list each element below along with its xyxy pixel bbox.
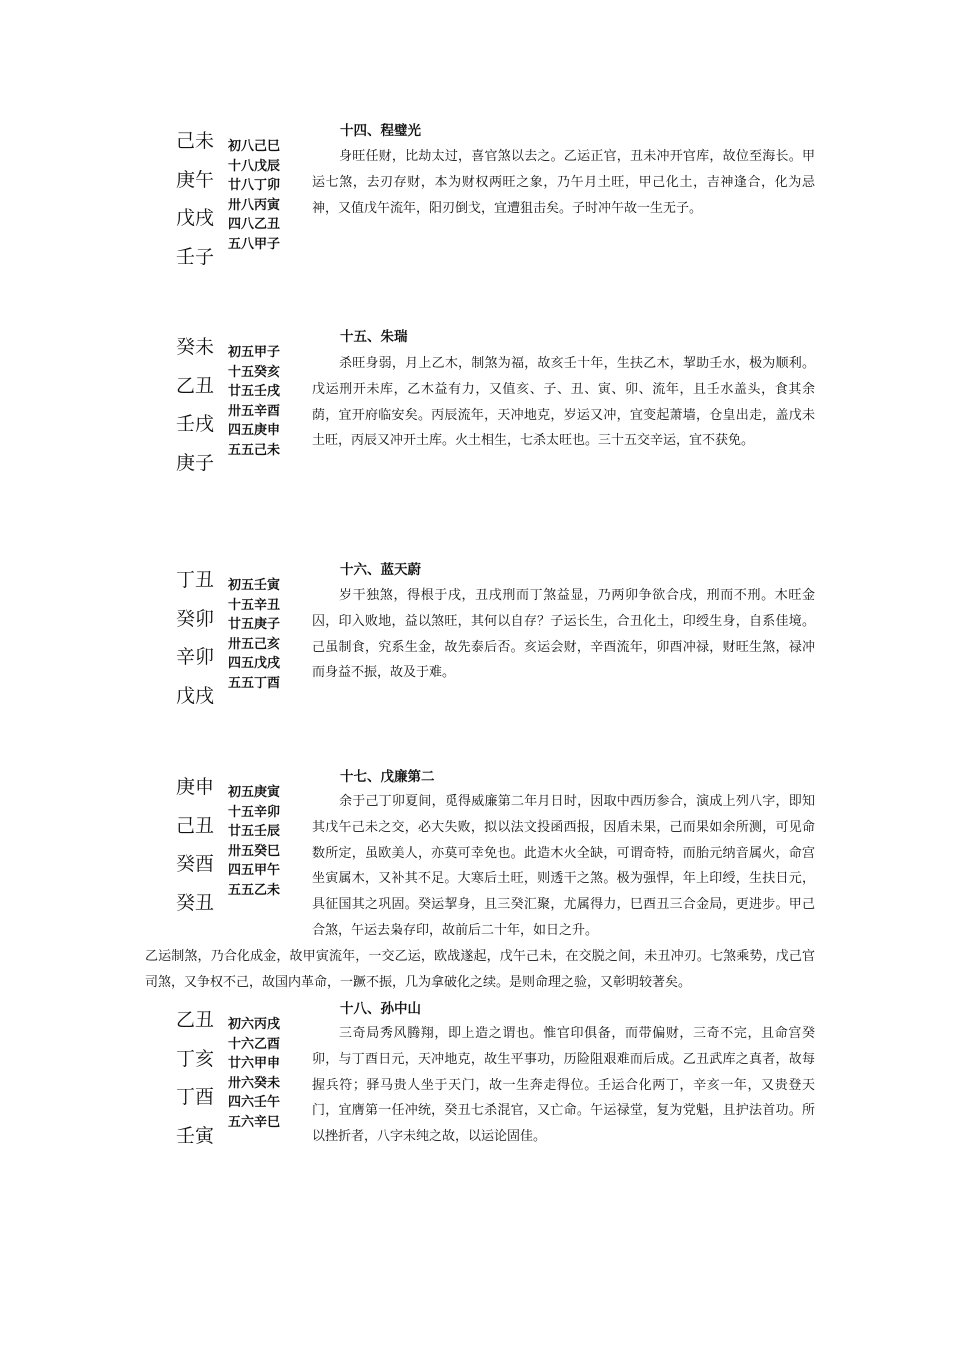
- bazi-pillars: [176, 778, 220, 932]
- luck-cycle: 五八甲子: [228, 236, 281, 252]
- luck-cycle: 五五己未: [228, 442, 281, 458]
- luck-cycles: [228, 1015, 298, 1132]
- pillar-hour: 壬寅: [176, 1124, 215, 1147]
- pillar-year: 乙丑: [176, 1009, 215, 1031]
- luck-cycle: 卅八丙寅: [228, 197, 281, 213]
- bazi-pillars: [176, 338, 220, 492]
- luck-cycle: 廿六甲申: [228, 1056, 281, 1071]
- pillar-hour: 戊戌: [176, 684, 215, 707]
- pillar-month: 乙丑: [176, 374, 215, 397]
- pillar-day: 丁酉: [176, 1086, 215, 1108]
- luck-cycle: 初五甲子: [228, 345, 281, 360]
- luck-cycle: 四五甲午: [228, 863, 281, 878]
- pillar-day: 壬戌: [176, 413, 215, 435]
- pillar-month: 癸卯: [176, 607, 215, 630]
- luck-cycle: 初八己巳: [228, 139, 281, 154]
- entry-text: 身旺任财，比劫太过，喜官煞以去之。乙运正官，丑未冲开官库，故位至海长。甲运七煞，去刃存财，本为财权两旺之象，乃午月土旺，甲己化土，吉神逢合，化为忌神，又值戊午流年，阳刃倒戈，宜遭狙击矣。子时冲午故一生无子。: [312, 149, 815, 216]
- luck-cycle: 廿五庚子: [228, 617, 281, 632]
- luck-cycle: 卅六癸未: [228, 1075, 281, 1091]
- bazi-pillars: [176, 571, 220, 725]
- luck-cycle: 十八戊辰: [228, 158, 281, 174]
- luck-cycles: [228, 137, 298, 254]
- luck-cycle: 五五乙未: [228, 882, 281, 898]
- pillar-year: 己未: [176, 130, 215, 152]
- luck-cycle: 十五辛卯: [228, 804, 281, 820]
- pillar-day: 戊戌: [176, 207, 215, 229]
- entry-title: 十七、戊廉第二: [340, 769, 435, 785]
- luck-cycle: 卅五己亥: [228, 636, 281, 652]
- entry-text: 岁干独煞，得根于戌，丑戌刑而丁煞益显，乃两卯争欲合戌，刑而不刑。木旺金囚，印入败地，益以煞旺，其何以自存？子运长生，合丑化土，印绶生身，自系佳境。己虽制食，究系生金，故先泰后否。亥运会财，辛酉流年，卯酉冲禄，财旺生煞，禄冲而身益不振，故及于难。: [312, 588, 815, 681]
- luck-cycle: 十六乙酉: [228, 1036, 281, 1052]
- luck-cycle: 四八乙丑: [228, 217, 281, 232]
- luck-cycle: 十五辛丑: [228, 597, 281, 613]
- luck-cycle: 十五癸亥: [228, 364, 281, 380]
- entry-title: 十八、孙中山: [340, 1001, 421, 1017]
- luck-cycles: [228, 783, 298, 900]
- luck-cycle: 五五丁酉: [228, 675, 281, 691]
- pillar-month: 丁亥: [176, 1047, 215, 1070]
- pillar-hour: 庚子: [176, 451, 215, 474]
- entry-title: 十四、程璧光: [340, 123, 421, 139]
- luck-cycles: [228, 576, 298, 693]
- pillar-year: 癸未: [176, 336, 215, 358]
- luck-cycle: 初五庚寅: [228, 785, 281, 800]
- luck-cycle: 廿五壬辰: [228, 824, 281, 839]
- bazi-pillars: [176, 1011, 220, 1165]
- bazi-pillars: [176, 132, 220, 286]
- luck-cycle: 卅五癸巳: [228, 843, 281, 859]
- entry-title: 十六、蓝天蔚: [340, 562, 421, 578]
- pillar-hour: 壬子: [176, 245, 215, 268]
- luck-cycle: 廿五壬戌: [228, 384, 281, 399]
- luck-cycle: 初五壬寅: [228, 578, 281, 593]
- luck-cycle: 初六丙戌: [228, 1017, 281, 1032]
- entry-text: 杀旺身弱，月上乙木，制煞为福，故亥壬十年，生扶乙木，挈助壬水，极为顺利。戊运刑开未库，乙木益有力，又值亥、子、丑、寅、卯、流年，且壬水盖头，食其余荫，宜开府临安矣。丙辰流年，天冲地克，岁运又冲，宜变起萧墙，仓皇出走，盖戊未土旺，丙辰又冲开土库。火土相生，七杀太旺也。三十五交辛运，宜不获免。: [312, 356, 815, 449]
- entry-text: 余于己丁卯夏间，觅得威廉第二年月日时，因取中西历参合，演成上列八字，即知其戊午己未之交，必大失败，拟以法文投函西报，因盾未果，己而果如余所测，可见命数所定，虽欧美人，亦莫可幸免也。此造木火全缺，可谓奇特，而胎元纳音属火，命宫坐寅属木，又补其不足。大寒后土旺，则透干之煞。极为强悍，年上印绶，生扶日元，具征国其之巩固。癸运挈身，且三癸汇聚，尤属得力，巳酉丑三合金局，更进步。甲己合煞，午运去枭存印，故前后二十年，如日之升。: [312, 794, 815, 938]
- luck-cycle: 四五庚申: [228, 423, 281, 438]
- entry-text: 三奇局秀风腾翔，即上造之谓也。惟官印俱备，而带偏财，三奇不完，且命宫癸卯，与丁酉日元，天冲地克，故生平事功，历险阻艰难而后成。乙丑武库之真者，故每握兵符；驿马贵人坐于天门，故一生奔走得位。壬运合化两丁，辛亥一年，又贵登天门，宜膺第一任冲统，癸丑七杀混官，又亡命。午运禄堂，复为党魁，且护法首功。所以挫折者，八字未纯之故，以运论固佳。: [312, 1026, 815, 1145]
- pillar-year: 庚申: [176, 776, 215, 798]
- entry-title: 十五、朱瑞: [340, 329, 408, 345]
- luck-cycle: 五六辛巳: [228, 1114, 281, 1130]
- pillar-month: 庚午: [176, 168, 215, 191]
- luck-cycle: 廿八丁卯: [228, 178, 281, 193]
- luck-cycles: [228, 343, 298, 460]
- luck-cycle: 卅五辛酉: [228, 403, 281, 419]
- pillar-day: 癸酉: [176, 853, 215, 875]
- entry-text-continuation: 乙运制煞，乃合化成金，故甲寅流年，一交乙运，欧战遂起，戊午己未，在交脱之间，未丑冲刃。七煞乘势，戊己官司煞，又争权不己，故国内革命，一蹶不振，几为拿破化之续。是则命理之验，又彰明较著矣。: [145, 949, 815, 990]
- luck-cycle: 四六壬午: [228, 1095, 281, 1110]
- pillar-hour: 癸丑: [176, 891, 215, 914]
- pillar-year: 丁丑: [176, 569, 215, 591]
- pillar-month: 己丑: [176, 814, 215, 837]
- luck-cycle: 四五戊戌: [228, 656, 281, 671]
- pillar-day: 辛卯: [176, 646, 215, 668]
